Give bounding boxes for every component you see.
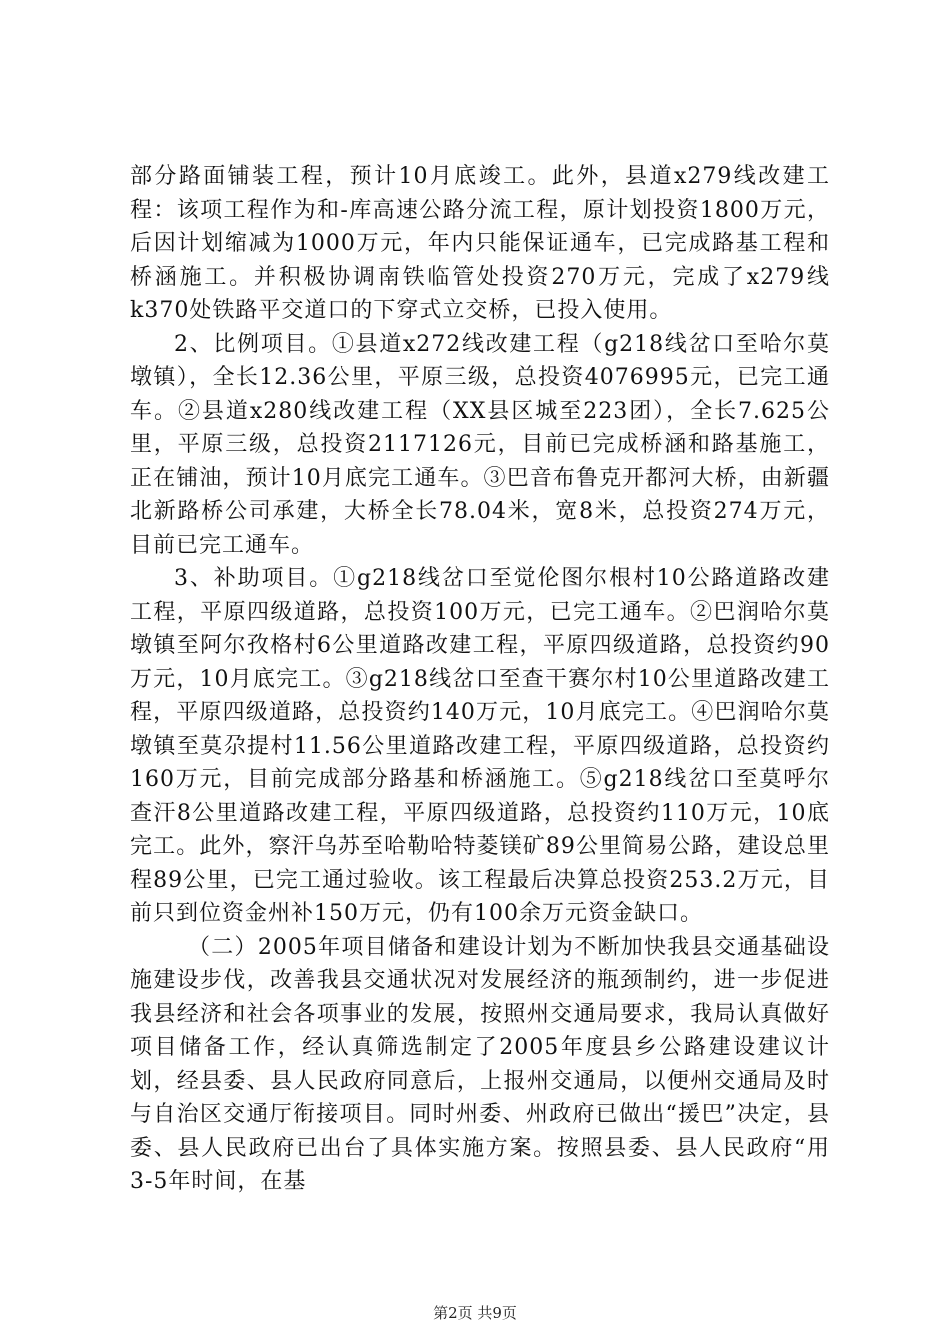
paragraph-subsidy-projects: 3、补助项目。①g218线岔口至觉伦图尔根村10公路道路改建工程，平原四级道路，总投资100万元，已完工通车。②巴润哈尔莫墩镇至阿尔孜格村6公里道路改建工程，平原四级道路，总投资约90万元，10月底完工。③g218线岔口至查干赛尔村10公里道路改建工程，平原四级道路，总投资约140万元，10月底完工。④巴润哈尔莫墩镇至莫尕提村11.56公里道路改建工程，平原四级道路，总投资约160万元，目前完成部分路基和桥涵施工。⑤g218线岔口至莫呼尔查汗8公里道路改建工程，平原四级道路，总投资约110万元，10底完工。此外，察汗乌苏至哈勒哈特菱镁矿89公里简易公路，建设总里程89公里，已完工通过验收。该工程最后决算总投资253.2万元，目前只到位资金州补150万元，仍有100余万元资金缺口。: [130, 566, 830, 926]
document-body: [130, 160, 830, 1199]
paragraph-continuation: 部分路面铺装工程，预计10月底竣工。此外，县道x279线改建工程：该项工程作为和-库高速公路分流工程，原计划投资1800万元，后因计划缩减为1000万元，年内只能保证通车，已完成路基工程和桥涵施工。并积极协调南铁临管处投资270万元，完成了x279线k370处铁路平交道口的下穿式立交桥，已投入使用。: [130, 164, 830, 323]
paragraph-2005-plan: （二）2005年项目储备和建设计划为不断加快我县交通基础设施建设步伐，改善我县交通状况对发展经济的瓶颈制约，进一步促进我县经济和社会各项事业的发展，按照州交通局要求，我局认真做好项目储备工作，经认真筛选制定了2005年度县乡公路建设建议计划，经县委、县人民政府同意后，上报州交通局，以便州交通局及时与自治区交通厅衔接项目。同时州委、州政府已做出“援巴”决定，县委、县人民政府已出台了具体实施方案。按照县委、县人民政府“用3-5年时间，在基: [130, 934, 830, 1194]
page-footer: 第2页 共9页: [433, 1304, 517, 1322]
paragraph-ratio-projects: 2、比例项目。①县道x272线改建工程（g218线岔口至哈尔莫墩镇），全长12.36公里，平原三级，总投资4076995元，已完工通车。②县道x280线改建工程（XX县区城至223团），全长7.625公里，平原三级，总投资2117126元，目前已完成桥涵和路基施工，正在铺油，预计10月底完工通车。③巴音布鲁克开都河大桥，由新疆北新路桥公司承建，大桥全长78.04米，宽8米，总投资274万元，目前已完工通车。: [130, 331, 830, 558]
